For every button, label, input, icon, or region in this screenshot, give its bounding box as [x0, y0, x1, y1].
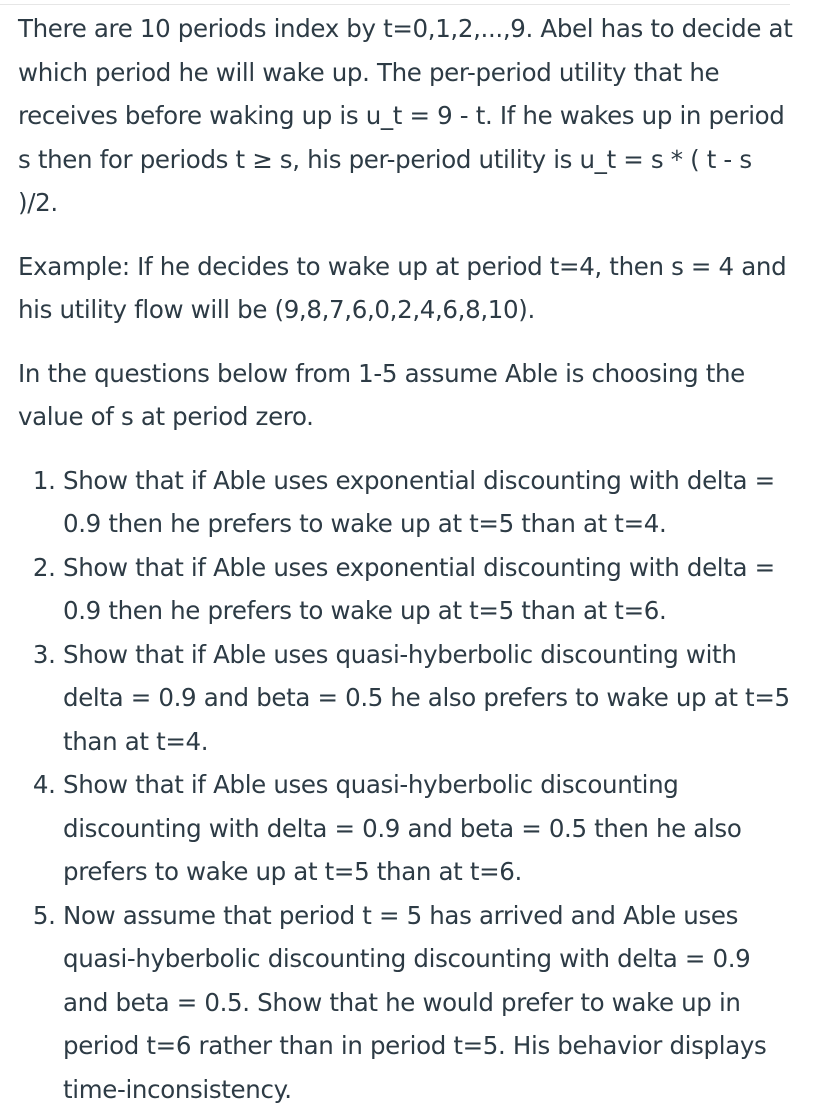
problem-text [18, 7, 798, 1111]
question-item-2: 2. Show that if Able uses exponential discounting with delta = 0.9 then he prefers to wake up at t=5 than at t=6. [63, 546, 798, 633]
question-item-3: 3. Show that if Able uses quasi-hyberbolic discounting with delta = 0.9 and beta = 0.5 he also prefers to wake up at t=5 than at t=4. [63, 633, 798, 764]
question-item-1: 1. Show that if Able uses exponential discounting with delta = 0.9 then he prefers to wake up at t=5 than at t=4. [63, 459, 798, 546]
top-divider [0, 4, 790, 5]
intro-paragraph: There are 10 periods index by t=0,1,2,...,9. Abel has to decide at which period he will wake up. The per-period utility that he receives before waking up is u_t = 9 - t. If he wakes up in period s then for periods t ≥ s, his per-period utility is u_t = s * ( t - s )/2. [18, 7, 798, 225]
question-list [18, 459, 798, 1111]
question-item-4: 4. Show that if Able uses quasi-hyberbolic discounting discounting with delta = 0.9 and beta = 0.5 then he also prefers to wake up at t=5 than at t=6. [63, 763, 798, 894]
instructions-paragraph: In the questions below from 1-5 assume Able is choosing the value of s at period zero. [18, 352, 798, 439]
example-paragraph: Example: If he decides to wake up at period t=4, then s = 4 and his utility flow will be (9,8,7,6,0,2,4,6,8,10). [18, 245, 798, 332]
question-item-5: 5. Now assume that period t = 5 has arrived and Able uses quasi-hyberbolic discounting discounting with delta = 0.9 and beta = 0.5. Show that he would prefer to wake up in period t=6 rather than in period t=5. His behavior displays time-inconsistency. [63, 894, 798, 1111]
